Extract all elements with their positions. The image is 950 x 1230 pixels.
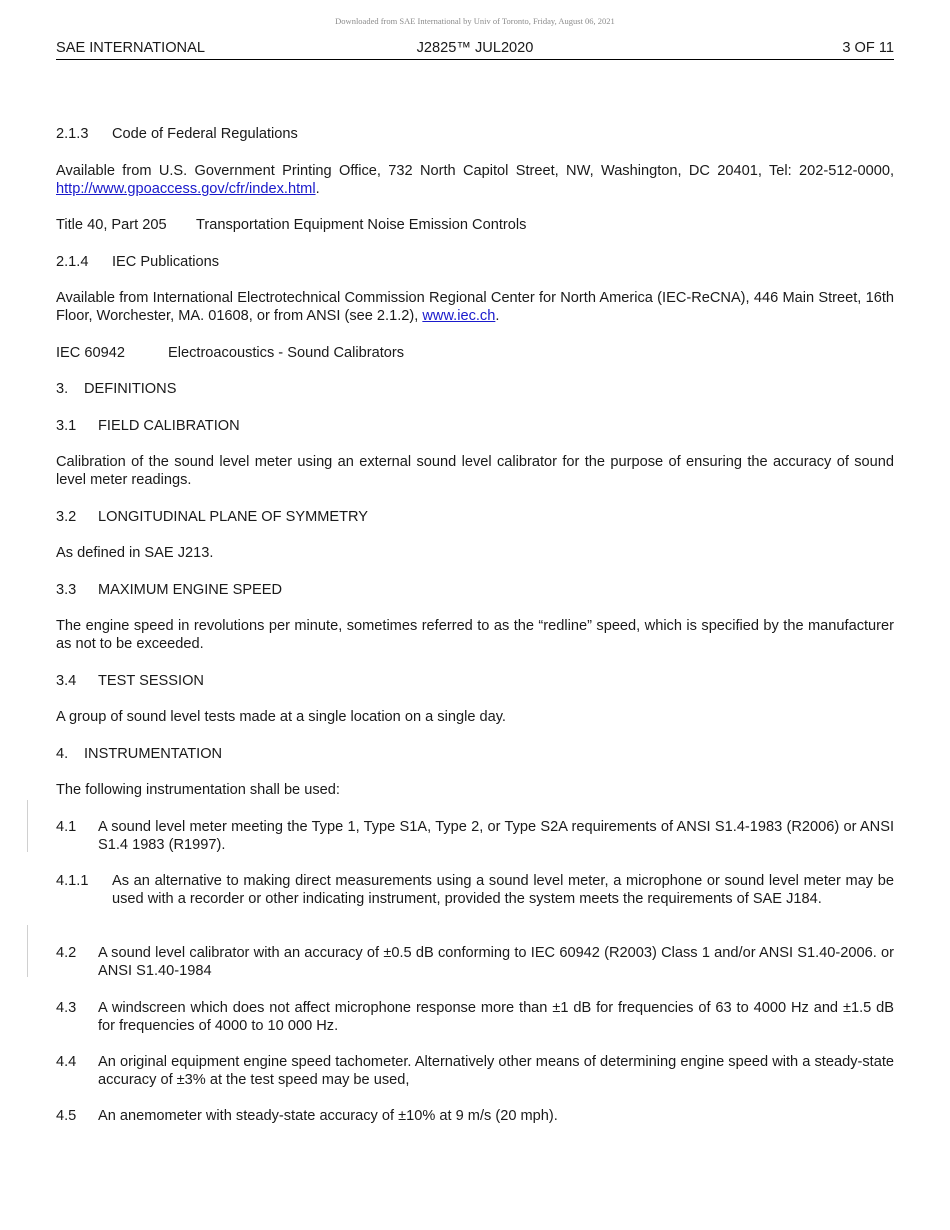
list-item-4-3	[56, 999, 894, 1039]
paragraph-max-engine-speed: The engine speed in revolutions per minute, sometimes referred to as the “redline” speed, which is specified by the manufacturer as not to be exceeded.	[56, 618, 894, 652]
heading-3-3	[56, 581, 894, 599]
reference-title: Transportation Equipment Noise Emission Controls	[196, 217, 527, 233]
download-note: Downloaded from SAE International by Univ of Toronto, Friday, August 06, 2021	[335, 16, 615, 26]
heading-3-1	[56, 417, 894, 435]
reference-iec-60942	[56, 344, 894, 362]
iec-link[interactable]: www.iec.ch	[422, 308, 496, 324]
change-bar	[27, 800, 28, 852]
paragraph-text: .	[315, 181, 320, 197]
heading-title: LONGITUDINAL PLANE OF SYMMETRY	[98, 509, 369, 525]
heading-number: 3.	[56, 381, 69, 397]
list-item-4-1	[56, 818, 894, 858]
heading-title: Code of Federal Regulations	[112, 126, 298, 142]
paragraph-gpo-availability	[56, 162, 894, 198]
heading-title: DEFINITIONS	[84, 381, 177, 397]
item-text: An original equipment engine speed tachometer. Alternatively other means of determining engine speed with a steady-state accuracy of ±3% at the test speed may be used,	[98, 1054, 894, 1088]
item-number: 4.1.1	[56, 873, 89, 889]
reference-title: Electroacoustics - Sound Calibrators	[168, 345, 405, 361]
item-text: A sound level meter meeting the Type 1, Type S1A, Type 2, or Type S2A requirements of ANSI S1.4-1983 (R2006) or ANSI S1.4 1983 (R1997).	[98, 819, 894, 853]
list-item-4-2	[56, 944, 894, 984]
header-rule	[56, 59, 894, 60]
header-org: SAE INTERNATIONAL	[56, 40, 205, 56]
change-bar	[27, 925, 28, 977]
heading-2-1-3	[56, 125, 894, 143]
item-number: 4.5	[56, 1108, 77, 1124]
reference-cfr-title-40	[56, 216, 894, 234]
heading-3-2	[56, 508, 894, 526]
heading-number: 3.2	[56, 509, 77, 525]
reference-id: Title 40, Part 205	[56, 217, 167, 233]
paragraph-instrumentation-intro: The following instrumentation shall be used:	[56, 782, 340, 798]
heading-number: 2.1.4	[56, 254, 89, 270]
heading-title: TEST SESSION	[98, 673, 204, 689]
paragraph-text: Available from U.S. Government Printing Office, 732 North Capitol Street, NW, Washington, DC 20401, Tel: 202-512-0000,	[56, 163, 894, 179]
heading-3-definitions	[56, 380, 894, 398]
item-number: 4.3	[56, 1000, 77, 1016]
paragraph-test-session: A group of sound level tests made at a single location on a single day.	[56, 709, 506, 725]
item-text: An anemometer with steady-state accuracy of ±10% at 9 m/s (20 mph).	[98, 1108, 558, 1124]
paragraph-field-calibration: Calibration of the sound level meter using an external sound level calibrator for the purpose of ensuring the accuracy of sound level meter readings.	[56, 454, 894, 488]
item-number: 4.2	[56, 945, 77, 961]
heading-number: 3.4	[56, 673, 77, 689]
paragraph-text: Available from International Electrotechnical Commission Regional Center for North America (IEC-ReCNA), 446 Main Street, 16th Floor, Worchester, MA. 01608, or from ANSI (see 2.1.2),	[56, 290, 894, 324]
heading-number: 2.1.3	[56, 126, 89, 142]
reference-id: IEC 60942	[56, 345, 125, 361]
item-text: A windscreen which does not affect microphone response more than ±1 dB for frequencies of 63 to 4000 Hz and ±1.5 dB for frequencies of 4000 to 10 000 Hz.	[98, 1000, 894, 1034]
item-number: 4.1	[56, 819, 77, 835]
item-number: 4.4	[56, 1054, 77, 1070]
header-doc-id: J2825™ JUL2020	[416, 40, 534, 56]
heading-number: 3.3	[56, 582, 77, 598]
paragraph-longitudinal-plane: As defined in SAE J213.	[56, 545, 214, 561]
heading-title: IEC Publications	[112, 254, 220, 270]
heading-title: INSTRUMENTATION	[84, 746, 223, 762]
heading-number: 4.	[56, 746, 69, 762]
paragraph-iec-availability	[56, 289, 894, 325]
heading-title: FIELD CALIBRATION	[98, 418, 240, 434]
heading-number: 3.1	[56, 418, 77, 434]
heading-3-4	[56, 672, 894, 690]
heading-title: MAXIMUM ENGINE SPEED	[98, 582, 283, 598]
list-item-4-4	[56, 1053, 894, 1093]
header-page-number: 3 OF 11	[842, 40, 894, 56]
item-text: A sound level calibrator with an accuracy of ±0.5 dB conforming to IEC 60942 (R2003) Class 1 and/or ANSI S1.40-2006. or ANSI S1.40-1984	[98, 945, 894, 979]
item-text: As an alternative to making direct measurements using a sound level meter, a microphone or sound level meter may be used with a recorder or other indicating instrument, provided the system meets the requirements of SAE J184.	[112, 873, 894, 907]
gpoaccess-link[interactable]: http://www.gpoaccess.gov/cfr/index.html	[56, 181, 316, 197]
paragraph-text: .	[495, 308, 500, 324]
heading-4-instrumentation	[56, 745, 894, 763]
list-item-4-5	[56, 1107, 894, 1127]
heading-2-1-4	[56, 253, 894, 271]
list-item-4-1-1	[56, 872, 894, 930]
